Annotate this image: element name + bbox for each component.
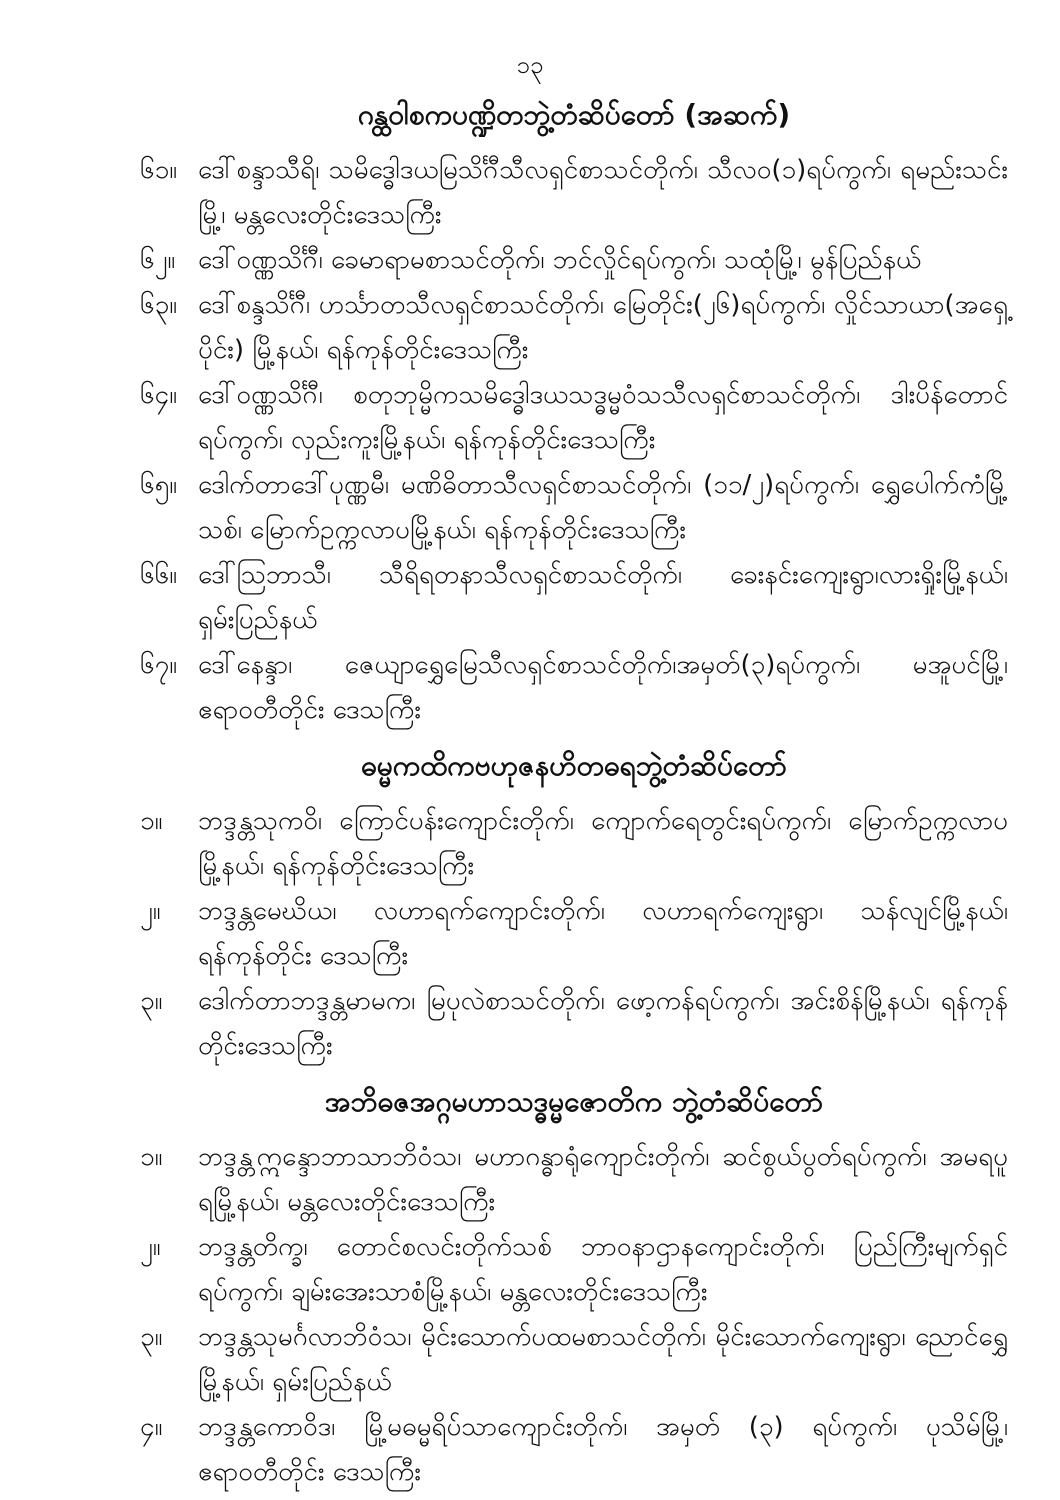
item-text: ဒေါ်စန္ဒသိင်္ဂီ၊ ဟင်္သာတသီလရှင်စာသင်တိုက်၊ မြေတိုင်း(၂၆)ရပ်ကွက်၊ လှိုင်သာယာ(အရှေ့ပိုင်း) မြို့နယ်၊ ရန်ကုန်တိုင်းဒေသကြီး (198, 290, 1008, 365)
list-item (140, 643, 1008, 733)
section-title-abhidhaja-aggamaha-saddhammajotika: အဘိဓဇအဂ္ဂမဟာသဒ္ဓမ္မဇောတိက ဘွဲ့တံဆိပ်တော် (324, 1085, 824, 1118)
item-text: ဒေါ်ဝဏ္ဏသိင်္ဂီ၊ ခေမာရာမစာသင်တိုက်၊ ဘင်လှိုင်ရပ်ကွက်၊ သထုံမြို့၊ မွန်ပြည်နယ် (198, 245, 922, 275)
list-item (140, 1225, 1008, 1315)
section-1-items (140, 148, 1008, 733)
item-text: ဒေါ်ဩဘာသီ၊ သီရိရတနာသီလရှင်စာသင်တိုက်၊ ခေးနင်းကျေးရွာ၊လားရှိုးမြို့နယ်၊ ရှမ်းပြည်နယ် (198, 560, 1008, 635)
item-number: ၁။ (140, 806, 163, 836)
item-text: ဘဒ္ဒန္တသုမင်္ဂလာဘိဝံသ၊ မိုင်းသောက်ပထမစာသင်တိုက်၊ မိုင်းသောက်ကျေးရွာ၊ ညောင်ရွှေမြို့နယ်၊ ရှမ်းပြည်နယ် (198, 1322, 1008, 1397)
item-text: ဘဒ္ဒန္တသုကဝိ၊ ကြောင်ပန်းကျောင်းတိုက်၊ ကျောက်ရေတွင်းရပ်ကွက်၊ မြောက်ဥက္ကလာပမြို့နယ်၊ ရန်ကုန်တိုင်းဒေသကြီး (198, 806, 1008, 881)
item-number: ၆၄။ (140, 380, 178, 410)
list-item (140, 1315, 1008, 1405)
item-number: ၂။ (140, 896, 161, 926)
list-item (140, 553, 1008, 643)
list-item (140, 283, 1008, 373)
section-3-items (140, 1135, 1008, 1495)
item-text: ဒေါ်ဝဏ္ဏသိင်္ဂီ၊ စတုဘုမ္မိကသမိဒ္ဓေါဒယသဒ္ဓမ္မဝံသသီလရှင်စာသင်တိုက်၊ ဒါးပိန်တောင်ရပ်ကွက်၊ လှည်းကူးမြို့နယ်၊ ရန်ကုန်တိုင်းဒေသကြီး (198, 380, 1008, 455)
item-number: ၃။ (140, 986, 163, 1016)
item-number: ၆၂။ (140, 245, 176, 275)
item-text: ဒေါ်စန္ဒာသီရိ၊ သမိဒ္ဓေါဒယမြသိင်္ဂီသီလရှင်စာသင်တိုက်၊ သီလဝ(၁)ရပ်ကွက်၊ ရမည်းသင်းမြို့၊ မန္တလေးတိုင်းဒေသကြီး (198, 155, 1008, 230)
item-text: ဒေါ်နေန္ဒာ၊ ဇေယျာရွှေမြေသီလရှင်စာသင်တိုက်၊အမှတ်(၃)ရပ်ကွက်၊ မအူပင်မြို့၊ ဧရာဝတီတိုင်း ဒေသကြီး (198, 650, 1008, 725)
list-item (140, 463, 1008, 553)
item-text: ဘဒ္ဒန္တဣန္ဒောဘာသာဘိဝံသ၊ မဟာဂန္ဓာရုံကျောင်းတိုက်၊ ဆင်စွယ်ပွတ်ရပ်ကွက်၊ အမရပူရမြို့နယ်၊ မန္တလေးတိုင်းဒေသကြီး (198, 1142, 1008, 1217)
list-item (140, 238, 1008, 283)
item-text: ဒေါက်တာဘဒ္ဒန္တမာမက၊ မြပုလဲစာသင်တိုက်၊ ဖော့ကန်ရပ်ကွက်၊ အင်းစိန်မြို့နယ်၊ ရန်ကုန် တိုင်းဒေသကြီး (198, 986, 1008, 1061)
section-2-items (140, 799, 1008, 1069)
list-item (140, 1405, 1008, 1495)
item-number: ၆၇။ (140, 650, 178, 680)
section-title-dhammakathika-bahujanahitadhara: ဓမ္မကထိကဗဟုဇနဟိတဓရဘွဲ့တံဆိပ်တော် (361, 749, 787, 782)
list-item (140, 148, 1008, 238)
page-number: ၁၃ (516, 51, 544, 79)
item-number: ၆၃။ (140, 290, 178, 320)
item-number: ၆၅။ (140, 470, 178, 500)
item-number: ၁။ (140, 1142, 163, 1172)
item-text: ဘဒ္ဒန္တမေဃိယ၊ လဟာရက်ကျောင်းတိုက်၊ လဟာရက်ကျေးရွာ၊ သန်လျင်မြို့နယ်၊ ရန်ကုန်တိုင်း ဒေသကြီး (198, 896, 1008, 971)
item-text: ဘဒ္ဒန္တတိက္ခ၊ တောင်စလင်းတိုက်သစ် ဘာဝနာဌာနကျောင်းတိုက်၊ ပြည်ကြီးမျက်ရှင်ရပ်ကွက်၊ ချမ်းအေးသာစံမြို့နယ်၊ မန္တလေးတိုင်းဒေသကြီး (198, 1232, 1008, 1307)
item-number: ၄။ (140, 1412, 163, 1442)
item-number: ၂။ (140, 1232, 161, 1262)
item-text: ဘဒ္ဒန္တကောဝိဒ၊ မြို့မဓမ္မရိပ်သာကျောင်းတိုက်၊ အမှတ် (၃) ရပ်ကွက်၊ ပုသိမ်မြို့၊ ဧရာဝတီတိုင်း ဒေသကြီး (198, 1412, 1008, 1487)
list-item (140, 799, 1008, 889)
list-item (140, 889, 1008, 979)
item-text: ဒေါက်တာဒေါ်ပုဏ္ဏမီ၊ မဏိဓိတာသီလရှင်စာသင်တိုက်၊ (၁၁/၂)ရပ်ကွက်၊ ရွှေပေါက်ကံမြို့သစ်၊ မြောက်ဥက္ကလာပမြို့နယ်၊ ရန်ကုန်တိုင်းဒေသကြီး (198, 470, 1008, 545)
item-number: ၆၁။ (140, 155, 178, 185)
list-item (140, 373, 1008, 463)
item-number: ၆၆။ (140, 560, 178, 590)
item-number: ၃။ (140, 1322, 163, 1352)
list-item (140, 1135, 1008, 1225)
list-item (140, 979, 1008, 1069)
section-title-ganthavacaka-pandita: ဂန္ထဝါစကပဏ္ဍိတဘွဲ့တံဆိပ်တော် (အဆက်) (357, 98, 791, 131)
